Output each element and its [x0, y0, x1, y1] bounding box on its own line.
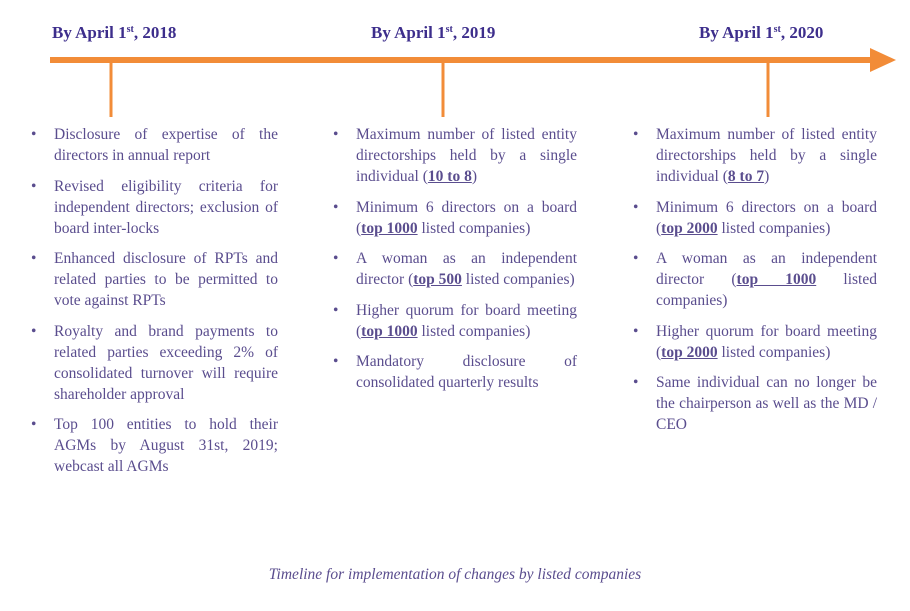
change-item: [632, 321, 877, 363]
item-text: Royalty and brand payments to related parties exceeding 2% of consolidated turnover will require shareholder approval: [54, 322, 278, 403]
item-text: A woman as an independent director (: [356, 250, 577, 288]
change-item: [632, 372, 877, 435]
item-text: Disclosure of expertise of the directors in annual report: [54, 126, 278, 164]
change-item: [30, 414, 278, 477]
item-text: listed companies): [461, 271, 575, 288]
highlighted-value: top 2000: [661, 343, 718, 361]
item-text: listed companies): [417, 219, 531, 237]
change-item: [332, 248, 577, 290]
timeline-graphic: [0, 0, 910, 130]
item-text: listed companies): [717, 343, 831, 361]
highlighted-value: 10 to 8: [427, 168, 472, 185]
changes-2020-list: [632, 124, 877, 445]
item-text: Same individual can no longer be the chairperson as well as the MD / CEO: [656, 374, 877, 433]
timeline-arrowhead: [870, 48, 896, 72]
item-text: Minimum 6 directors on a board (: [356, 198, 577, 237]
item-text: Minimum 6 directors on a board (: [656, 198, 877, 237]
item-text: Maximum number of listed entity directorships held by a single individual (: [356, 126, 577, 185]
figure-caption: Timeline for implementation of changes by listed companies: [268, 566, 642, 583]
item-text: Higher quorum for board meeting (: [356, 301, 577, 340]
highlighted-value: top 500: [413, 271, 462, 288]
change-item: [332, 124, 577, 187]
change-item: [30, 176, 278, 239]
item-text: Higher quorum for board meeting (: [656, 322, 877, 361]
milestone-2018-heading: By April 1st, 2018: [52, 23, 177, 42]
item-text: A woman as an independent director (: [656, 250, 877, 288]
highlighted-value: top 2000: [661, 219, 718, 237]
highlighted-value: top 1000: [361, 322, 418, 340]
item-text: Top 100 entities to hold their AGMs by August 31st, 2019; webcast all AGMs: [54, 416, 278, 475]
change-item: [632, 197, 877, 239]
change-item: [332, 300, 577, 342]
highlighted-value: top 1000: [361, 219, 418, 237]
item-text: Revised eligibility criteria for independent directors; exclusion of board inter-locks: [54, 177, 278, 237]
changes-2018-list: [30, 124, 278, 487]
milestone-2020-heading: By April 1st, 2020: [699, 23, 824, 42]
changes-2019-list: [332, 124, 577, 403]
item-text: Mandatory disclosure of consolidated quarterly results: [356, 353, 577, 391]
item-text: ): [764, 168, 770, 185]
item-text: ): [471, 168, 477, 185]
change-item: [30, 248, 278, 311]
change-item: [30, 321, 278, 405]
highlighted-value: top 1000: [736, 271, 817, 288]
item-text: listed companies): [417, 322, 531, 340]
item-text: listed companies): [717, 219, 831, 237]
change-item: [332, 197, 577, 239]
item-text: Enhanced disclosure of RPTs and related parties to be permitted to vote against RPTs: [54, 250, 278, 309]
item-text: listed companies): [656, 271, 877, 309]
change-item: [30, 124, 278, 166]
item-text: Maximum number of listed entity directorships held by a single individual (: [656, 126, 877, 185]
change-item: [632, 248, 877, 311]
change-item: [632, 124, 877, 187]
highlighted-value: 8 to 7: [727, 168, 765, 185]
milestone-2019-heading: By April 1st, 2019: [371, 23, 496, 42]
change-item: [332, 351, 577, 393]
